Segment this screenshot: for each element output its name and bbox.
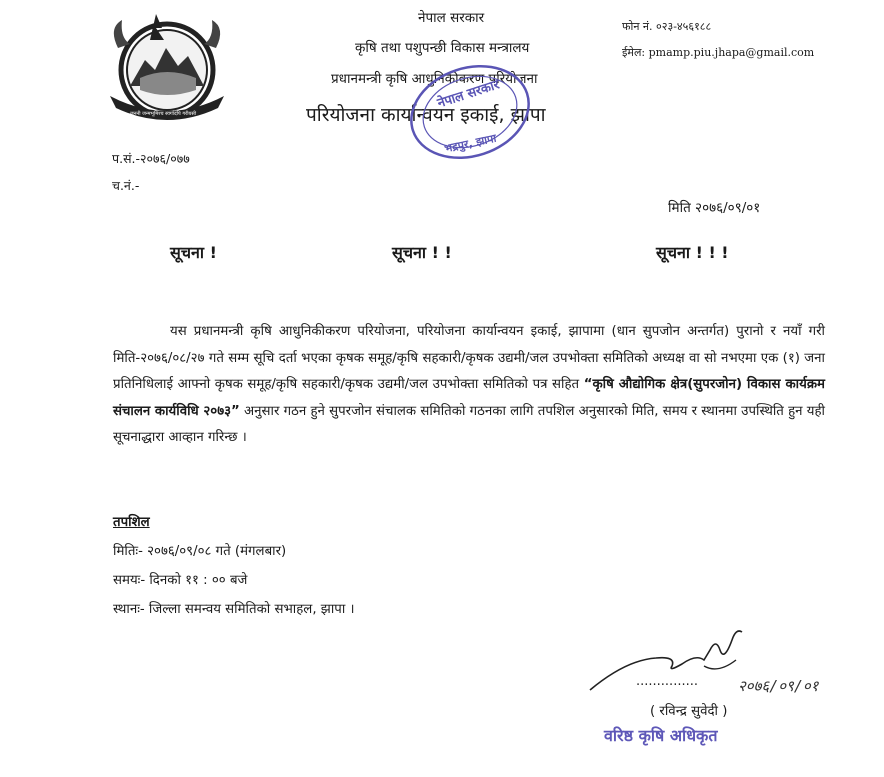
header-line-3: प्रधानमन्त्री कृषि आधुनिकीकरण परियोजना <box>331 71 538 87</box>
nepal-emblem-icon <box>100 8 235 126</box>
details-heading: तपशिल <box>113 515 150 530</box>
stamp-bottom-text: भद्रपुर, झापा <box>443 131 498 156</box>
signatory-name: ( रविन्द्र सुवेदी ) <box>650 704 728 719</box>
detail-date: मितिः- २०७६/०९/०८ गते (मंगलबार) <box>113 544 287 559</box>
header-line-2: कृषि तथा पशुपन्छी विकास मन्त्रालय <box>355 40 530 56</box>
signature-date: २०७६/०९/०१ <box>738 677 819 695</box>
letter-number: प.सं.-२०७६/०७७ <box>112 151 190 166</box>
notice-heading-3: सूचना ! ! ! <box>656 243 729 262</box>
detail-place: स्थानः- जिल्ला समन्वय समितिको सभाहल, झापा । <box>113 602 355 617</box>
body-text-part-1: यस प्रधानमन्त्री कृषि आधुनिकीकरण परियोजना, परियोजना कार्यान्वयन इकाई, झापामा (धान सुपजोन अन्तर्गत) पुरानो र नयाँ गरी मिति-२०७६/०८/२७ गते सम्म सूचि दर्ता भएका कृषक समूह/कृषि सहकारी/कृषक उद्यमी/जल उपभोक्ता समितिको अध्यक्ष वा सो नभएमा एक (१) जना प्रतिनिधिलाई आफ्नो कृषक समूह/कृषि सहकारी/कृषक उद्यमी/जल उपभोक्ता समितिको पत्र सहित <box>113 324 825 393</box>
emblem-caption: जननी जन्मभूमिश्च स्वर्गादपि गरीयसी <box>130 111 197 117</box>
notice-heading-2: सूचना ! ! <box>392 243 452 262</box>
header-line-1: नेपाल सरकार <box>418 10 485 26</box>
issue-date: मिति २०७६/०९/०१ <box>668 200 761 216</box>
body-text-part-2: अनुसार गठन हुने सुपरजोन संचालक समितिको गठनका लागि तपशिल अनुसारको मिति, समय र स्थानमा उपस्थिति हुन यही सूचनाद्धारा आव्हान गरिन्छ । <box>113 403 825 446</box>
signature-dots: ............... <box>636 674 698 689</box>
header-line-4: परियोजना कार्यान्वयन इकाई, झापा <box>306 104 546 126</box>
notice-body <box>113 319 825 452</box>
dispatch-number: च.नं.- <box>112 178 140 193</box>
notice-heading-1: सूचना ! <box>170 243 217 262</box>
contact-email: ईमेल: pmamp.piu.jhapa@gmail.com <box>622 46 815 59</box>
body-text-bold: “कृषि औद्योगिक क्षेत्र(सुपरजोन) विकास कार्यक्रम संचालन कार्यविधि २०७३” <box>113 377 826 419</box>
stamp-text: नेपाल सरकार <box>435 77 502 112</box>
official-stamp <box>398 62 538 170</box>
signatory-title: वरिष्ठ कृषि अधिकृत <box>604 726 718 745</box>
detail-time: समयः- दिनको ११ : ०० बजे <box>113 573 248 588</box>
contact-phone: फोन नं. ०२३-४५६१८८ <box>622 20 712 33</box>
